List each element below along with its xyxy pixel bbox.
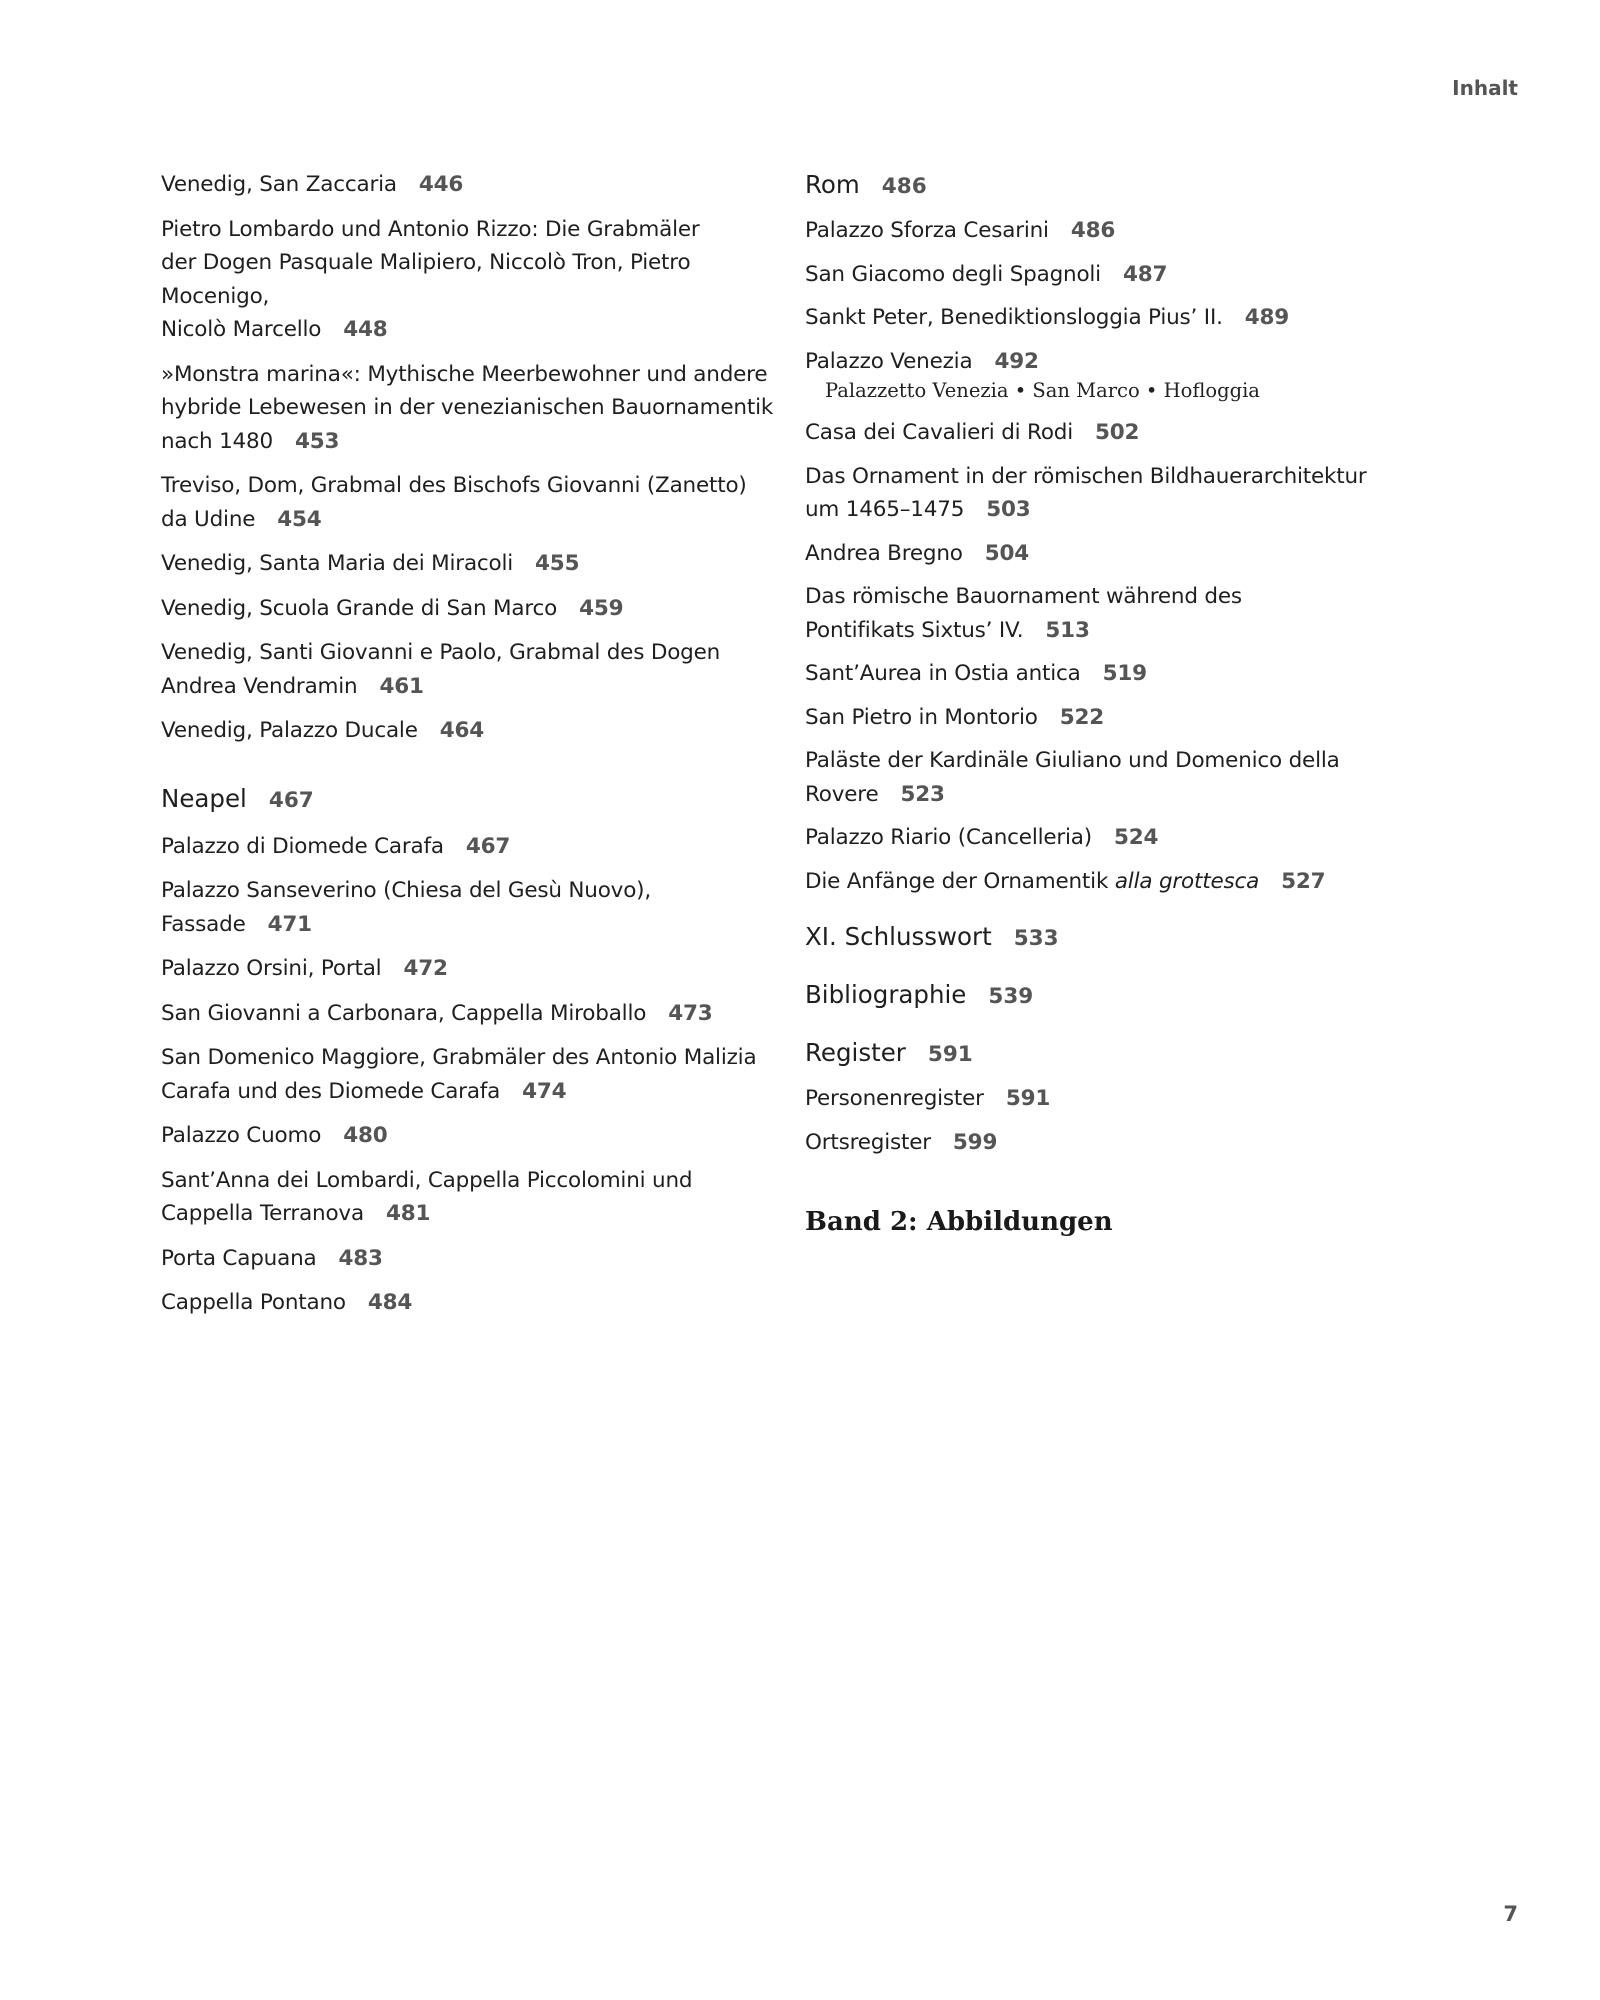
entry-page: 487 bbox=[1122, 261, 1168, 287]
entry-title: Das römische Bauornament während des bbox=[805, 584, 1242, 609]
section-title: Rom bbox=[805, 170, 860, 199]
toc-entry[interactable] bbox=[805, 1126, 1455, 1160]
toc-entry[interactable] bbox=[161, 1041, 781, 1108]
entry-title: San Pietro in Montorio bbox=[805, 704, 1038, 730]
section-page: 539 bbox=[988, 984, 1034, 1009]
entry-page: 474 bbox=[522, 1078, 567, 1104]
entry-title: San Giacomo degli Spagnoli bbox=[805, 261, 1101, 287]
entry-page: 464 bbox=[439, 718, 484, 743]
entry-page: 481 bbox=[385, 1201, 431, 1226]
toc-entry[interactable] bbox=[161, 952, 781, 986]
entry-page: 492 bbox=[994, 348, 1039, 374]
entry-title: Andrea Bregno bbox=[805, 540, 963, 566]
entry-title-italic: alla grottesca bbox=[1114, 868, 1260, 894]
toc-entry[interactable] bbox=[805, 744, 1455, 811]
toc-entry[interactable] bbox=[161, 1164, 781, 1231]
toc-entry[interactable] bbox=[805, 345, 1455, 379]
section-heading-rom[interactable] bbox=[805, 168, 1455, 204]
entry-title-line3: Nicolò Marcello bbox=[161, 317, 322, 342]
entry-page: 471 bbox=[267, 911, 312, 937]
toc-entry[interactable] bbox=[161, 636, 781, 703]
entry-page: 502 bbox=[1095, 420, 1140, 445]
entry-title: Palazzo Sanseverino (Chiesa del Gesù Nuovo), Fassade bbox=[161, 878, 651, 937]
entry-title: Sant’Aurea in Ostia antica bbox=[805, 661, 1081, 686]
toc-entry[interactable] bbox=[805, 258, 1455, 292]
entry-page: 522 bbox=[1059, 704, 1104, 730]
running-header: Inhalt bbox=[1452, 76, 1518, 100]
entry-title: Palazzo di Diomede Carafa bbox=[161, 833, 444, 859]
toc-entry[interactable] bbox=[161, 168, 781, 202]
entry-title: Ortsregister bbox=[805, 1129, 931, 1155]
entry-page: 599 bbox=[952, 1129, 998, 1155]
toc-entry[interactable] bbox=[805, 1082, 1455, 1116]
section-heading-schlusswort[interactable] bbox=[805, 920, 1455, 956]
entry-title: Treviso, Dom, Grabmal des Bischofs Giovanni (Zanetto) bbox=[161, 473, 747, 498]
toc-entry[interactable] bbox=[161, 714, 781, 748]
entry-title: Cappella Pontano bbox=[161, 1290, 346, 1315]
section-title: Neapel bbox=[161, 783, 247, 813]
entry-title-line2: da Udine bbox=[161, 506, 256, 532]
entry-title: Palazzo Cuomo bbox=[161, 1123, 322, 1148]
toc-entry[interactable] bbox=[805, 657, 1455, 691]
toc-entry[interactable] bbox=[161, 547, 781, 581]
entry-title: Pietro Lombardo und Antonio Rizzo: Die Grabmäler bbox=[161, 216, 700, 242]
entry-title: Palazzo Riario (Cancelleria) bbox=[805, 825, 1092, 850]
entry-title: Palazzo Venezia bbox=[805, 348, 973, 374]
entry-page: 459 bbox=[579, 595, 624, 621]
section-page: 591 bbox=[927, 1042, 973, 1067]
entry-page: 453 bbox=[295, 428, 340, 454]
toc-entry[interactable] bbox=[161, 830, 781, 864]
entry-page: 513 bbox=[1045, 617, 1090, 643]
toc-entry[interactable] bbox=[805, 580, 1455, 647]
entry-title: Venedig, San Zaccaria bbox=[161, 172, 397, 197]
toc-entry[interactable] bbox=[161, 1242, 781, 1276]
entry-title: Palazzo Orsini, Portal bbox=[161, 956, 382, 981]
entry-page: 467 bbox=[465, 833, 511, 859]
entry-title-line2: Pontifikats Sixtus’ IV. bbox=[805, 617, 1024, 643]
section-heading-register[interactable] bbox=[805, 1036, 1455, 1072]
entry-page: 489 bbox=[1244, 305, 1290, 330]
toc-entry[interactable] bbox=[161, 1286, 781, 1320]
entry-page: 524 bbox=[1113, 825, 1159, 850]
entry-page: 523 bbox=[900, 781, 945, 807]
entry-page: 591 bbox=[1005, 1086, 1051, 1111]
entry-page: 486 bbox=[1070, 218, 1116, 243]
toc-entry[interactable] bbox=[805, 301, 1455, 335]
entry-title: Palazzo Sforza Cesarini bbox=[805, 218, 1049, 243]
toc-entry[interactable] bbox=[161, 1119, 781, 1153]
entry-title-line2: der Dogen Pasquale Malipiero, Niccolò Tron, Pietro Mocenigo, bbox=[161, 250, 691, 309]
toc-entry[interactable] bbox=[161, 469, 781, 536]
entry-page: 446 bbox=[418, 172, 464, 197]
entry-page: 483 bbox=[338, 1245, 383, 1271]
section-page: 486 bbox=[881, 174, 927, 199]
entry-title-line2: um 1465–1475 bbox=[805, 497, 965, 522]
toc-entry[interactable] bbox=[805, 865, 1455, 899]
entry-title: Die Anfänge der Ornamentik bbox=[805, 868, 1115, 894]
entry-page: 461 bbox=[379, 673, 424, 699]
toc-entry[interactable] bbox=[805, 821, 1455, 855]
page-number: 7 bbox=[1503, 1902, 1518, 1926]
toc-entry[interactable] bbox=[161, 213, 781, 347]
section-title: Bibliographie bbox=[805, 980, 967, 1009]
entry-title: Personenregister bbox=[805, 1086, 984, 1111]
entry-page: 448 bbox=[343, 317, 388, 342]
entry-title: Venedig, Santa Maria dei Miracoli bbox=[161, 551, 514, 576]
entry-title: Venedig, Santi Giovanni e Paolo, Grabmal des Dogen bbox=[161, 640, 721, 665]
toc-entry[interactable] bbox=[805, 460, 1455, 527]
entry-title: Sant’Anna dei Lombardi, Cappella Piccolomini und bbox=[161, 1167, 693, 1193]
entry-title-line2: Cappella Terranova bbox=[161, 1201, 364, 1226]
toc-right-column bbox=[805, 168, 1455, 1240]
band-2-heading[interactable]: Band 2: Abbildungen bbox=[805, 1207, 1113, 1237]
entry-page: 503 bbox=[986, 497, 1031, 522]
entry-page: 504 bbox=[984, 540, 1030, 566]
entry-page: 473 bbox=[668, 1000, 713, 1026]
entry-title: Paläste der Kardinäle Giuliano und Domenico della Rovere bbox=[805, 748, 1340, 807]
toc-entry[interactable] bbox=[805, 537, 1455, 571]
section-heading-neapel[interactable] bbox=[161, 782, 781, 818]
toc-entry[interactable] bbox=[805, 701, 1455, 735]
toc-entry[interactable] bbox=[805, 416, 1455, 450]
entry-page: 527 bbox=[1281, 868, 1326, 894]
entry-title: Venedig, Scuola Grande di San Marco bbox=[161, 595, 558, 621]
toc-entry[interactable] bbox=[161, 874, 781, 941]
entry-page: 454 bbox=[277, 506, 322, 532]
toc-entry[interactable] bbox=[161, 997, 781, 1031]
entry-page: 455 bbox=[535, 551, 580, 576]
section-page: 467 bbox=[268, 787, 314, 813]
entry-subtitle: Palazzetto Venezia • San Marco • Hofloggia bbox=[825, 379, 1260, 402]
entry-title: Venedig, Palazzo Ducale bbox=[161, 718, 418, 743]
toc-entry[interactable] bbox=[161, 358, 781, 459]
section-page: 533 bbox=[1013, 926, 1059, 951]
entry-title: Casa dei Cavalieri di Rodi bbox=[805, 420, 1073, 445]
entry-page: 480 bbox=[343, 1123, 388, 1148]
entry-title-line2: Andrea Vendramin bbox=[161, 673, 358, 699]
entry-title: Sankt Peter, Benediktionsloggia Pius’ II. bbox=[805, 305, 1223, 330]
entry-page: 484 bbox=[367, 1290, 413, 1315]
entry-title-line2: hybride Lebewesen in der venezianischen Bauornamentik bbox=[161, 395, 774, 420]
entry-page: 472 bbox=[403, 956, 448, 981]
section-title: Register bbox=[805, 1038, 906, 1067]
entry-title: Porta Capuana bbox=[161, 1245, 317, 1271]
toc-entry[interactable] bbox=[161, 592, 781, 626]
entry-title-line2: Carafa und des Diomede Carafa bbox=[161, 1078, 501, 1104]
entry-title: Das Ornament in der römischen Bildhauerarchitektur bbox=[805, 463, 1367, 489]
section-heading-bibliographie[interactable] bbox=[805, 978, 1455, 1014]
section-title: XI. Schlusswort bbox=[805, 922, 992, 951]
entry-page: 519 bbox=[1102, 661, 1147, 686]
entry-title: San Domenico Maggiore, Grabmäler des Antonio Malizia bbox=[161, 1045, 757, 1070]
toc-left-column bbox=[161, 168, 781, 1331]
entry-title-line3: nach 1480 bbox=[161, 428, 273, 454]
toc-entry[interactable] bbox=[805, 214, 1455, 248]
entry-title: San Giovanni a Carbonara, Cappella Miroballo bbox=[161, 1000, 647, 1026]
entry-title: »Monstra marina«: Mythische Meerbewohner und andere bbox=[161, 361, 768, 387]
